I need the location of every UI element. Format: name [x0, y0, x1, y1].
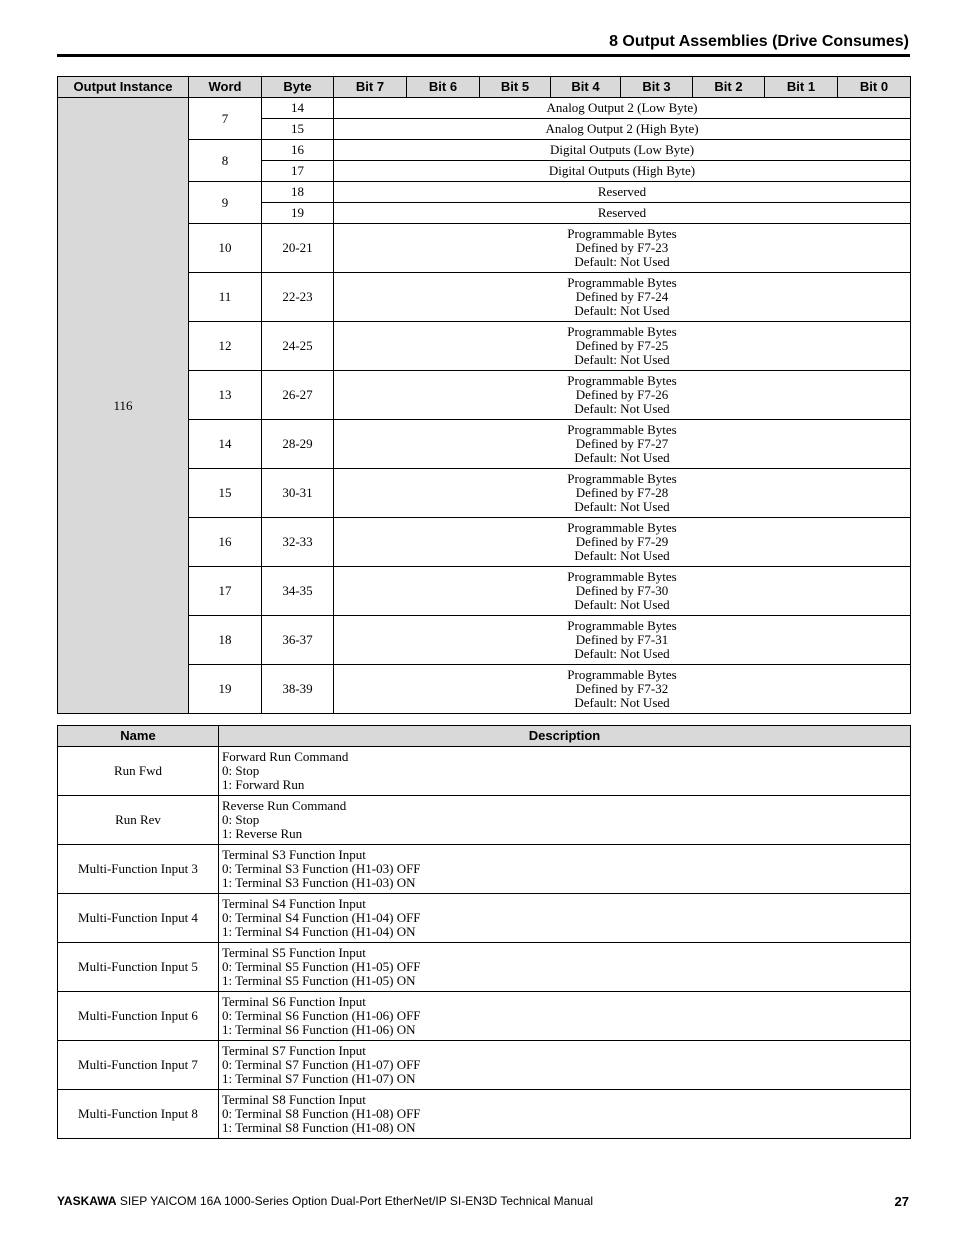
output-assembly-table: [57, 76, 911, 714]
word-cell: 12: [189, 322, 262, 371]
section-title: 8 Output Assemblies (Drive Consumes): [609, 33, 909, 50]
description-cell: Terminal S8 Function Input 0: Terminal S8 Function (H1-08) OFF 1: Terminal S8 Function (H1-08) ON: [219, 1090, 911, 1139]
col-bit-2: Bit 2: [693, 77, 765, 98]
col-output-instance: Output Instance: [58, 77, 189, 98]
table-row: [58, 992, 911, 1041]
table-row: [58, 1090, 911, 1139]
byte-cell: 14: [262, 98, 334, 119]
bits-cell: Reserved: [334, 182, 911, 203]
description-cell: Terminal S5 Function Input 0: Terminal S5 Function (H1-05) OFF 1: Terminal S5 Function (H1-05) ON: [219, 943, 911, 992]
byte-cell: 28-29: [262, 420, 334, 469]
col-byte: Byte: [262, 77, 334, 98]
name-cell: Multi-Function Input 4: [58, 894, 219, 943]
col-bit-6: Bit 6: [407, 77, 480, 98]
bits-cell: Programmable Bytes Defined by F7-28 Default: Not Used: [334, 469, 911, 518]
table-row: [58, 747, 911, 796]
byte-cell: 26-27: [262, 371, 334, 420]
byte-cell: 15: [262, 119, 334, 140]
output-instance-cell: 116: [58, 98, 189, 714]
col-word: Word: [189, 77, 262, 98]
word-cell: 9: [189, 182, 262, 224]
col-bit-4: Bit 4: [551, 77, 621, 98]
col-name: Name: [58, 726, 219, 747]
table-row: [58, 796, 911, 845]
description-cell: Terminal S4 Function Input 0: Terminal S4 Function (H1-04) OFF 1: Terminal S4 Function (H1-04) ON: [219, 894, 911, 943]
header-rule: [57, 54, 910, 57]
word-cell: 7: [189, 98, 262, 140]
word-cell: 19: [189, 665, 262, 714]
bits-cell: Programmable Bytes Defined by F7-27 Default: Not Used: [334, 420, 911, 469]
name-cell: Run Fwd: [58, 747, 219, 796]
description-cell: Terminal S7 Function Input 0: Terminal S7 Function (H1-07) OFF 1: Terminal S7 Function (H1-07) ON: [219, 1041, 911, 1090]
byte-cell: 36-37: [262, 616, 334, 665]
byte-cell: 22-23: [262, 273, 334, 322]
col-bit-7: Bit 7: [334, 77, 407, 98]
bits-cell: Programmable Bytes Defined by F7-24 Default: Not Used: [334, 273, 911, 322]
bits-cell: Programmable Bytes Defined by F7-32 Default: Not Used: [334, 665, 911, 714]
byte-cell: 18: [262, 182, 334, 203]
bits-cell: Programmable Bytes Defined by F7-31 Default: Not Used: [334, 616, 911, 665]
name-description-table: [57, 725, 911, 1139]
col-bit-1: Bit 1: [765, 77, 838, 98]
name-cell: Multi-Function Input 6: [58, 992, 219, 1041]
col-bit-3: Bit 3: [621, 77, 693, 98]
bits-cell: Analog Output 2 (Low Byte): [334, 98, 911, 119]
name-cell: Multi-Function Input 3: [58, 845, 219, 894]
description-cell: Reverse Run Command 0: Stop 1: Reverse Run: [219, 796, 911, 845]
byte-cell: 32-33: [262, 518, 334, 567]
table-row: [58, 943, 911, 992]
bits-cell: Programmable Bytes Defined by F7-30 Default: Not Used: [334, 567, 911, 616]
col-bit-5: Bit 5: [480, 77, 551, 98]
page-number: 27: [894, 1194, 909, 1209]
word-cell: 11: [189, 273, 262, 322]
bits-cell: Digital Outputs (High Byte): [334, 161, 911, 182]
description-cell: Terminal S3 Function Input 0: Terminal S3 Function (H1-03) OFF 1: Terminal S3 Function (H1-03) ON: [219, 845, 911, 894]
word-cell: 17: [189, 567, 262, 616]
col-bit-0: Bit 0: [838, 77, 911, 98]
table-row: [58, 1041, 911, 1090]
bits-cell: Programmable Bytes Defined by F7-23 Default: Not Used: [334, 224, 911, 273]
byte-cell: 17: [262, 161, 334, 182]
name-cell: Multi-Function Input 7: [58, 1041, 219, 1090]
bits-cell: Digital Outputs (Low Byte): [334, 140, 911, 161]
word-cell: 18: [189, 616, 262, 665]
name-cell: Multi-Function Input 8: [58, 1090, 219, 1139]
word-cell: 8: [189, 140, 262, 182]
name-cell: Multi-Function Input 5: [58, 943, 219, 992]
table-row: [58, 98, 911, 119]
table-header-row: [58, 77, 911, 98]
footer-text: SIEP YAICOM 16A 1000-Series Option Dual-Port EtherNet/IP SI-EN3D Technical Manual: [116, 1194, 594, 1208]
footer-manual-title: [57, 1194, 593, 1208]
byte-cell: 16: [262, 140, 334, 161]
byte-cell: 38-39: [262, 665, 334, 714]
name-cell: Run Rev: [58, 796, 219, 845]
byte-cell: 30-31: [262, 469, 334, 518]
bits-cell: Analog Output 2 (High Byte): [334, 119, 911, 140]
word-cell: 10: [189, 224, 262, 273]
bits-cell: Programmable Bytes Defined by F7-29 Default: Not Used: [334, 518, 911, 567]
description-cell: Terminal S6 Function Input 0: Terminal S6 Function (H1-06) OFF 1: Terminal S6 Function (H1-06) ON: [219, 992, 911, 1041]
word-cell: 16: [189, 518, 262, 567]
bits-cell: Programmable Bytes Defined by F7-25 Default: Not Used: [334, 322, 911, 371]
byte-cell: 24-25: [262, 322, 334, 371]
bits-cell: Reserved: [334, 203, 911, 224]
byte-cell: 20-21: [262, 224, 334, 273]
word-cell: 14: [189, 420, 262, 469]
word-cell: 13: [189, 371, 262, 420]
word-cell: 15: [189, 469, 262, 518]
byte-cell: 19: [262, 203, 334, 224]
table-header-row: [58, 726, 911, 747]
description-cell: Forward Run Command 0: Stop 1: Forward Run: [219, 747, 911, 796]
byte-cell: 34-35: [262, 567, 334, 616]
bits-cell: Programmable Bytes Defined by F7-26 Default: Not Used: [334, 371, 911, 420]
table-row: [58, 845, 911, 894]
table-row: [58, 894, 911, 943]
footer-brand: YASKAWA: [57, 1194, 117, 1208]
col-description: Description: [219, 726, 911, 747]
